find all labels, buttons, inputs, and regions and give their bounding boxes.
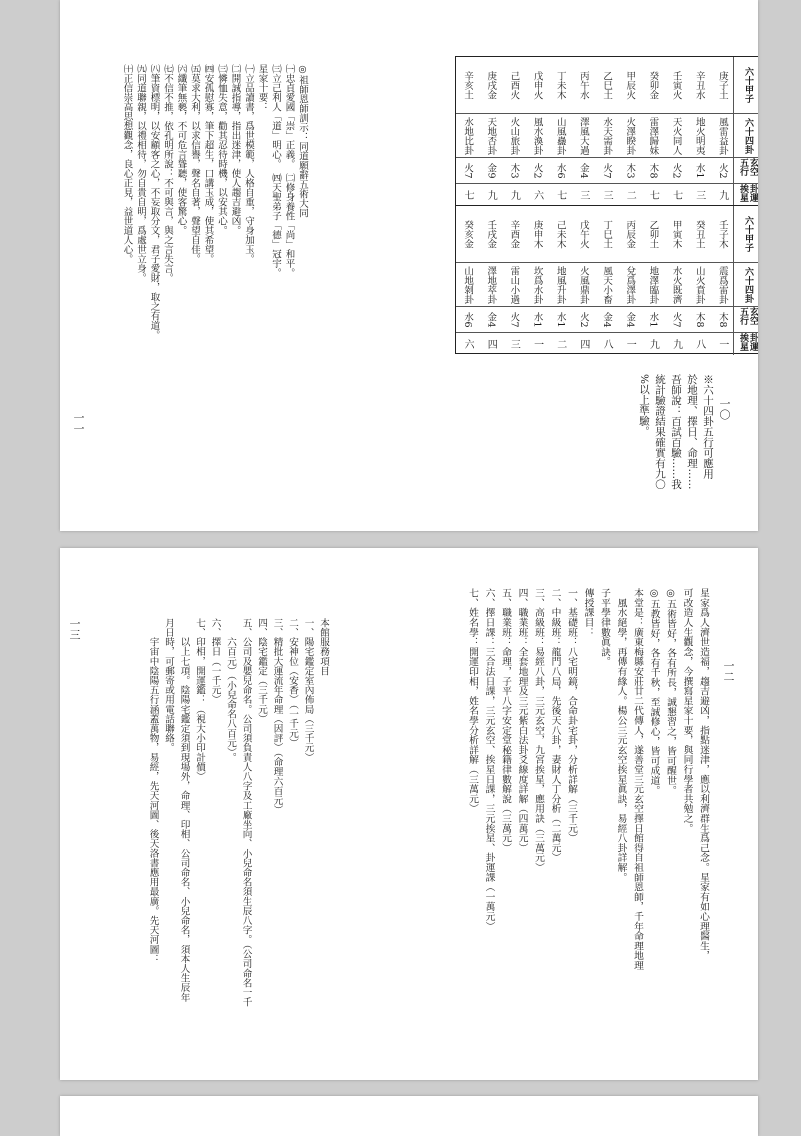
- zuxun-block-line: 星家十要：: [256, 64, 268, 112]
- note-block-line: 統計驗證結果確實有九〇: [654, 374, 666, 490]
- table-cell-wx: 水1: [549, 306, 572, 333]
- table-cell-gua: 火澤睽卦: [618, 113, 641, 158]
- table-top-band: [456, 57, 758, 205]
- table-cell-gua: 火風鼎卦: [572, 262, 595, 307]
- right-block-line: 四、職業班：全套地理及三元紫白法卦爻線度詳解（四萬元）: [516, 588, 528, 853]
- page-number-right: 一〇: [718, 398, 731, 420]
- right-block-line: 七、姓名學：開運印相，姓名學分析詳解（三萬元）: [467, 588, 478, 814]
- table-cell-wx: 木3: [618, 157, 641, 184]
- table-cell-wx: 木8: [711, 306, 734, 333]
- table-cell-jiazi: 壬寅火: [670, 70, 682, 100]
- zuxun-block-line: ㈠忠貞愛國「崇」正義。 ㈡修身養性「尚」和平。: [283, 64, 295, 278]
- zuxun-block-line: ㈠立品讀書，爲世模範，人格自重，守身加玉。: [243, 64, 254, 264]
- table-bottom-header-wx: 玄空五行: [733, 306, 758, 333]
- right-block-line: 星家爲人濟世造福，趨吉避凶，指點迷津，應以利濟群生爲己念。星家有如心理醫生，: [698, 588, 709, 961]
- table-cell-jiazi: 乙巳土: [601, 70, 613, 100]
- table-cell-jiazi: 丁未木: [554, 70, 566, 100]
- table-cell-wx: 火7: [595, 157, 618, 184]
- note-block-line: ※六十四卦五行可應用: [702, 374, 714, 479]
- table-cell-yun: 九: [665, 332, 688, 355]
- table-cell-wx: 金9: [479, 157, 502, 184]
- left-block-line: 六、擇日（一千元）: [209, 618, 221, 705]
- table-bottom-band: [456, 205, 758, 354]
- table-cell-wx: 火7: [456, 157, 479, 184]
- table-cell-wx: 水6: [549, 157, 572, 184]
- table-cell-jiazi: 乙卯土: [647, 219, 659, 249]
- table-cell-gua: 火山旅卦: [502, 113, 525, 158]
- table-cell-wx: 木3: [502, 157, 525, 184]
- table-cell-yun: 六: [526, 183, 549, 206]
- table-bottom-header-jiazi: 六十甲子: [733, 206, 758, 262]
- table-cell-wx: 火7: [665, 306, 688, 333]
- table-cell-jiazi: 壬戌金: [485, 219, 497, 249]
- sixty-jiazi-table: [455, 56, 758, 354]
- left-block-line: 一、陽宅鑑定室內佈局（三千元）: [302, 618, 314, 762]
- note-block-line: 吾師說：百試百驗……我: [670, 374, 682, 490]
- zuxun-block-line: ㈢立己利人「道」明心。 ㈣天聖弟子「德」冠宇。: [270, 64, 281, 278]
- right-block-line: 一、基礎班：八宅明鏡，合命卦宅卦，分析詳解（三千元）: [566, 588, 577, 843]
- zuxun-block-line: ㈧筆資標明，以安顧客之心，不妄取分文，君子愛財，取之有道。: [148, 64, 160, 340]
- table-cell-jiazi: 丁巳土: [601, 219, 613, 249]
- table-cell-yun: 九: [479, 183, 502, 206]
- zuxun-block-line: ◎祖師恩師訓示：同道願辭五術大同: [297, 64, 308, 218]
- table-cell-yun: 二: [549, 332, 572, 355]
- right-block-line: 六、擇日課：三合法日課，三元玄空、挨星日課，三元挨星、卦運課（一萬元）: [483, 588, 495, 931]
- table-cell-yun: 九: [711, 183, 734, 206]
- right-block-line: 可改造人生觀念，今撰寫星家十要，與同行學者共勉之。: [681, 588, 693, 833]
- table-cell-yun: 八: [688, 332, 711, 355]
- table-cell-yun: 八: [595, 332, 618, 355]
- table-cell-wx: 木8: [688, 306, 711, 333]
- left-block-line: 六百元）（小兒命名八百元）。: [225, 618, 236, 762]
- table-cell-yun: 七: [641, 183, 664, 206]
- table-cell-gua: 風雷益卦: [711, 113, 734, 158]
- table-cell-wx: 金4: [572, 157, 595, 184]
- table-cell-gua: 坎爲水卦: [526, 262, 549, 307]
- table-cell-wx: 火2: [665, 157, 688, 184]
- table-cell-jiazi: 戊申火: [531, 70, 543, 100]
- zuxun-block-line: ㈡開誠指導，指出迷津，使人趨吉避凶。: [229, 64, 241, 235]
- table-cell-jiazi: 壬子木: [716, 219, 728, 249]
- table-cell-wx: 水1: [688, 157, 711, 184]
- right-block-line: 傳授課目：: [582, 588, 594, 637]
- table-cell-wx: 火2: [526, 157, 549, 184]
- table-cell-jiazi: 癸卯金: [647, 70, 659, 100]
- note-block-line: %以上準驗。: [638, 374, 650, 437]
- table-top-header-gua: 六十四卦: [733, 113, 758, 158]
- table-cell-jiazi: 庚戌金: [485, 70, 497, 100]
- right-block-line: 二、中級班：龍門八局，先後天八卦，妻財人丁分析（二萬元）: [549, 588, 561, 863]
- zuxun-block-line: ㈦不信不推，依孔明所說：不可與言，與之言失言。: [162, 64, 173, 283]
- table-cell-gua: 地風升卦: [549, 262, 572, 307]
- table-cell-jiazi: 己酉火: [508, 70, 520, 100]
- table-cell-gua: 澤地萃卦: [479, 262, 502, 307]
- table-cell-wx: 金4: [479, 306, 502, 333]
- table-cell-yun: 一: [526, 332, 549, 355]
- table-cell-wx: 火7: [502, 306, 525, 333]
- table-cell-wx: 金4: [595, 306, 618, 333]
- table-cell-jiazi: 辛丑水: [693, 70, 705, 100]
- right-block-line: 風水絕學，再傳有緣人。楊公三元玄空挨星眞訣，易經八卦詳解。: [615, 588, 627, 882]
- table-bottom-header-yun: 卦運挨星: [733, 332, 758, 355]
- table-cell-jiazi: 戊午火: [577, 219, 589, 249]
- table-cell-gua: 山風蠱卦: [549, 113, 572, 158]
- right-block-line: ◎五術皆好，各有所長，誠懇習之，皆可醒世。: [665, 588, 676, 795]
- table-cell-yun: 四: [479, 332, 502, 355]
- table-cell-wx: 火2: [572, 306, 595, 333]
- left-block-line: 七、印相，開運鑑：（視大小印計價）: [194, 618, 205, 782]
- table-bottom-header-gua: 六十四卦: [733, 262, 758, 307]
- page-number-right: 一二: [722, 660, 735, 682]
- table-cell-jiazi: 丙辰金: [624, 219, 636, 249]
- table-top-header-jiazi: 六十甲子: [733, 57, 758, 113]
- table-cell-wx: 水1: [526, 306, 549, 333]
- table-cell-jiazi: 庚子土: [716, 70, 728, 100]
- note-block-line: 於地理、擇日、命理……: [686, 374, 698, 490]
- zuxun-block-line: ㈤莫求大利，以求信譽，聲名自著，聲望自佳。: [189, 64, 200, 264]
- table-cell-yun: 六: [456, 332, 479, 355]
- table-top-header-wx: 玄空五行: [733, 157, 758, 184]
- table-cell-gua: 風天小畜: [595, 262, 618, 307]
- document-page-2: [60, 548, 758, 1080]
- page-number-left: 一三: [68, 618, 81, 640]
- table-cell-yun: 四: [572, 332, 595, 355]
- table-cell-wx: 木8: [641, 157, 664, 184]
- table-cell-jiazi: 甲寅木: [670, 219, 682, 249]
- table-cell-gua: 山地剝卦: [456, 262, 479, 307]
- table-cell-jiazi: 辛酉金: [508, 219, 520, 249]
- table-cell-wx: 火2: [711, 157, 734, 184]
- zuxun-block-line: ㈢憐恤失意，勸其忍待時機，以安其心。: [216, 64, 227, 235]
- table-cell-yun: 二: [618, 183, 641, 206]
- table-cell-jiazi: 丙午水: [577, 70, 589, 100]
- left-block-line: 月日時，可郵寄或用電話聯絡。: [163, 618, 174, 753]
- right-block-line: ◎五教皆好，各有千秋，至誠修心，皆可成道。: [648, 588, 660, 795]
- left-block-line: 四、陰宅鑑定（三千元）: [256, 618, 267, 724]
- zuxun-block-line: ㈩正信崇高思想觀念，良心正見，益世道人心。: [121, 64, 133, 264]
- table-cell-jiazi: 癸丑土: [693, 219, 705, 249]
- table-cell-gua: 地澤臨卦: [641, 262, 664, 307]
- table-cell-jiazi: 庚申木: [531, 219, 543, 249]
- zuxun-block-line: ㈥纖筆無褻，不可危言聳聽，使客驚心。: [175, 64, 187, 235]
- table-cell-yun: 三: [595, 183, 618, 206]
- table-cell-yun: 三: [688, 183, 711, 206]
- right-block-line: 三、高級班：易經八卦，三元玄空，九宮挨星，應用訣（三萬元）: [533, 588, 544, 873]
- table-cell-gua: 震爲雷卦: [711, 262, 734, 307]
- table-cell-gua: 地火明夷: [688, 113, 711, 158]
- table-cell-yun: 七: [665, 183, 688, 206]
- table-cell-gua: 水火既濟: [665, 262, 688, 307]
- table-cell-jiazi: 癸亥金: [462, 219, 474, 249]
- left-block-line: 本館服務項目: [318, 618, 329, 676]
- zuxun-block-line: ㈨同道聯親，以禮相待，勿自貴自明，爲處世立身。: [135, 64, 146, 283]
- table-cell-gua: 水地比卦: [456, 113, 479, 158]
- left-block-line: 宇宙中陰陽五行涵蓋萬物，易經，先天河圖、後天洛書應用最廣。先天河圖：: [147, 618, 159, 964]
- table-cell-gua: 兌爲澤卦: [618, 262, 641, 307]
- table-cell-jiazi: 辛亥土: [462, 70, 474, 100]
- table-cell-gua: 雷澤歸妹: [641, 113, 664, 158]
- left-block-line: 三、精批大運流年命理（因評）（命理六百元）: [271, 618, 283, 815]
- table-cell-gua: 澤風大過: [572, 113, 595, 158]
- right-block-line: 本堂是：廣東梅縣安莊廿二代傳人，遂善堂三元玄空擇日館得自祖師恩師，千年命理地理: [632, 588, 643, 971]
- table-cell-yun: 九: [641, 332, 664, 355]
- table-cell-gua: 山火賁卦: [688, 262, 711, 307]
- page-number-left: 一一: [72, 412, 85, 434]
- table-cell-wx: 水6: [456, 306, 479, 333]
- zuxun-block-line: ㈣安孤慰寡，筆下超生，口講玉成，使其希望。: [202, 64, 214, 264]
- table-cell-yun: 一: [618, 332, 641, 355]
- table-cell-jiazi: 己未木: [554, 219, 566, 249]
- right-block-line: 五、職業班：命理，子平八字安定堂秘籍律數解說（三萬元）: [500, 588, 511, 853]
- left-block-line: 以上七項。陰陽宅鑑定須到現場外，命理、印相、公司命名、小兒命名，須本人生辰年: [178, 618, 190, 1002]
- table-cell-gua: 天火同人: [665, 113, 688, 158]
- table-cell-gua: 風水渙卦: [526, 113, 549, 158]
- table-cell-yun: 九: [502, 183, 525, 206]
- table-cell-wx: 水1: [641, 306, 664, 333]
- table-cell-gua: 天地否卦: [479, 113, 502, 158]
- table-cell-yun: 三: [502, 332, 525, 355]
- table-cell-gua: 雷山小過: [502, 262, 525, 307]
- table-cell-yun: 一: [711, 332, 734, 355]
- table-top-header-yun: 卦運挨星: [733, 183, 758, 206]
- table-cell-wx: 金4: [618, 306, 641, 333]
- right-block-line: 子平學律數眞訣。: [599, 588, 610, 667]
- document-page-1: [60, 0, 758, 531]
- table-cell-jiazi: 甲辰火: [624, 70, 636, 100]
- document-page-3: [60, 1096, 758, 1136]
- table-cell-gua: 水天需卦: [595, 113, 618, 158]
- left-block-line: 五、公司及嬰兒命名。公司須負責人八字及工廠坐向、小兒命名須生辰八字。（公司命名一千: [240, 618, 252, 1007]
- table-cell-yun: 七: [549, 183, 572, 206]
- table-cell-yun: 七: [456, 183, 479, 206]
- table-cell-yun: 三: [572, 183, 595, 206]
- left-block-line: 二、安神位（安香）（一千元）: [287, 618, 298, 748]
